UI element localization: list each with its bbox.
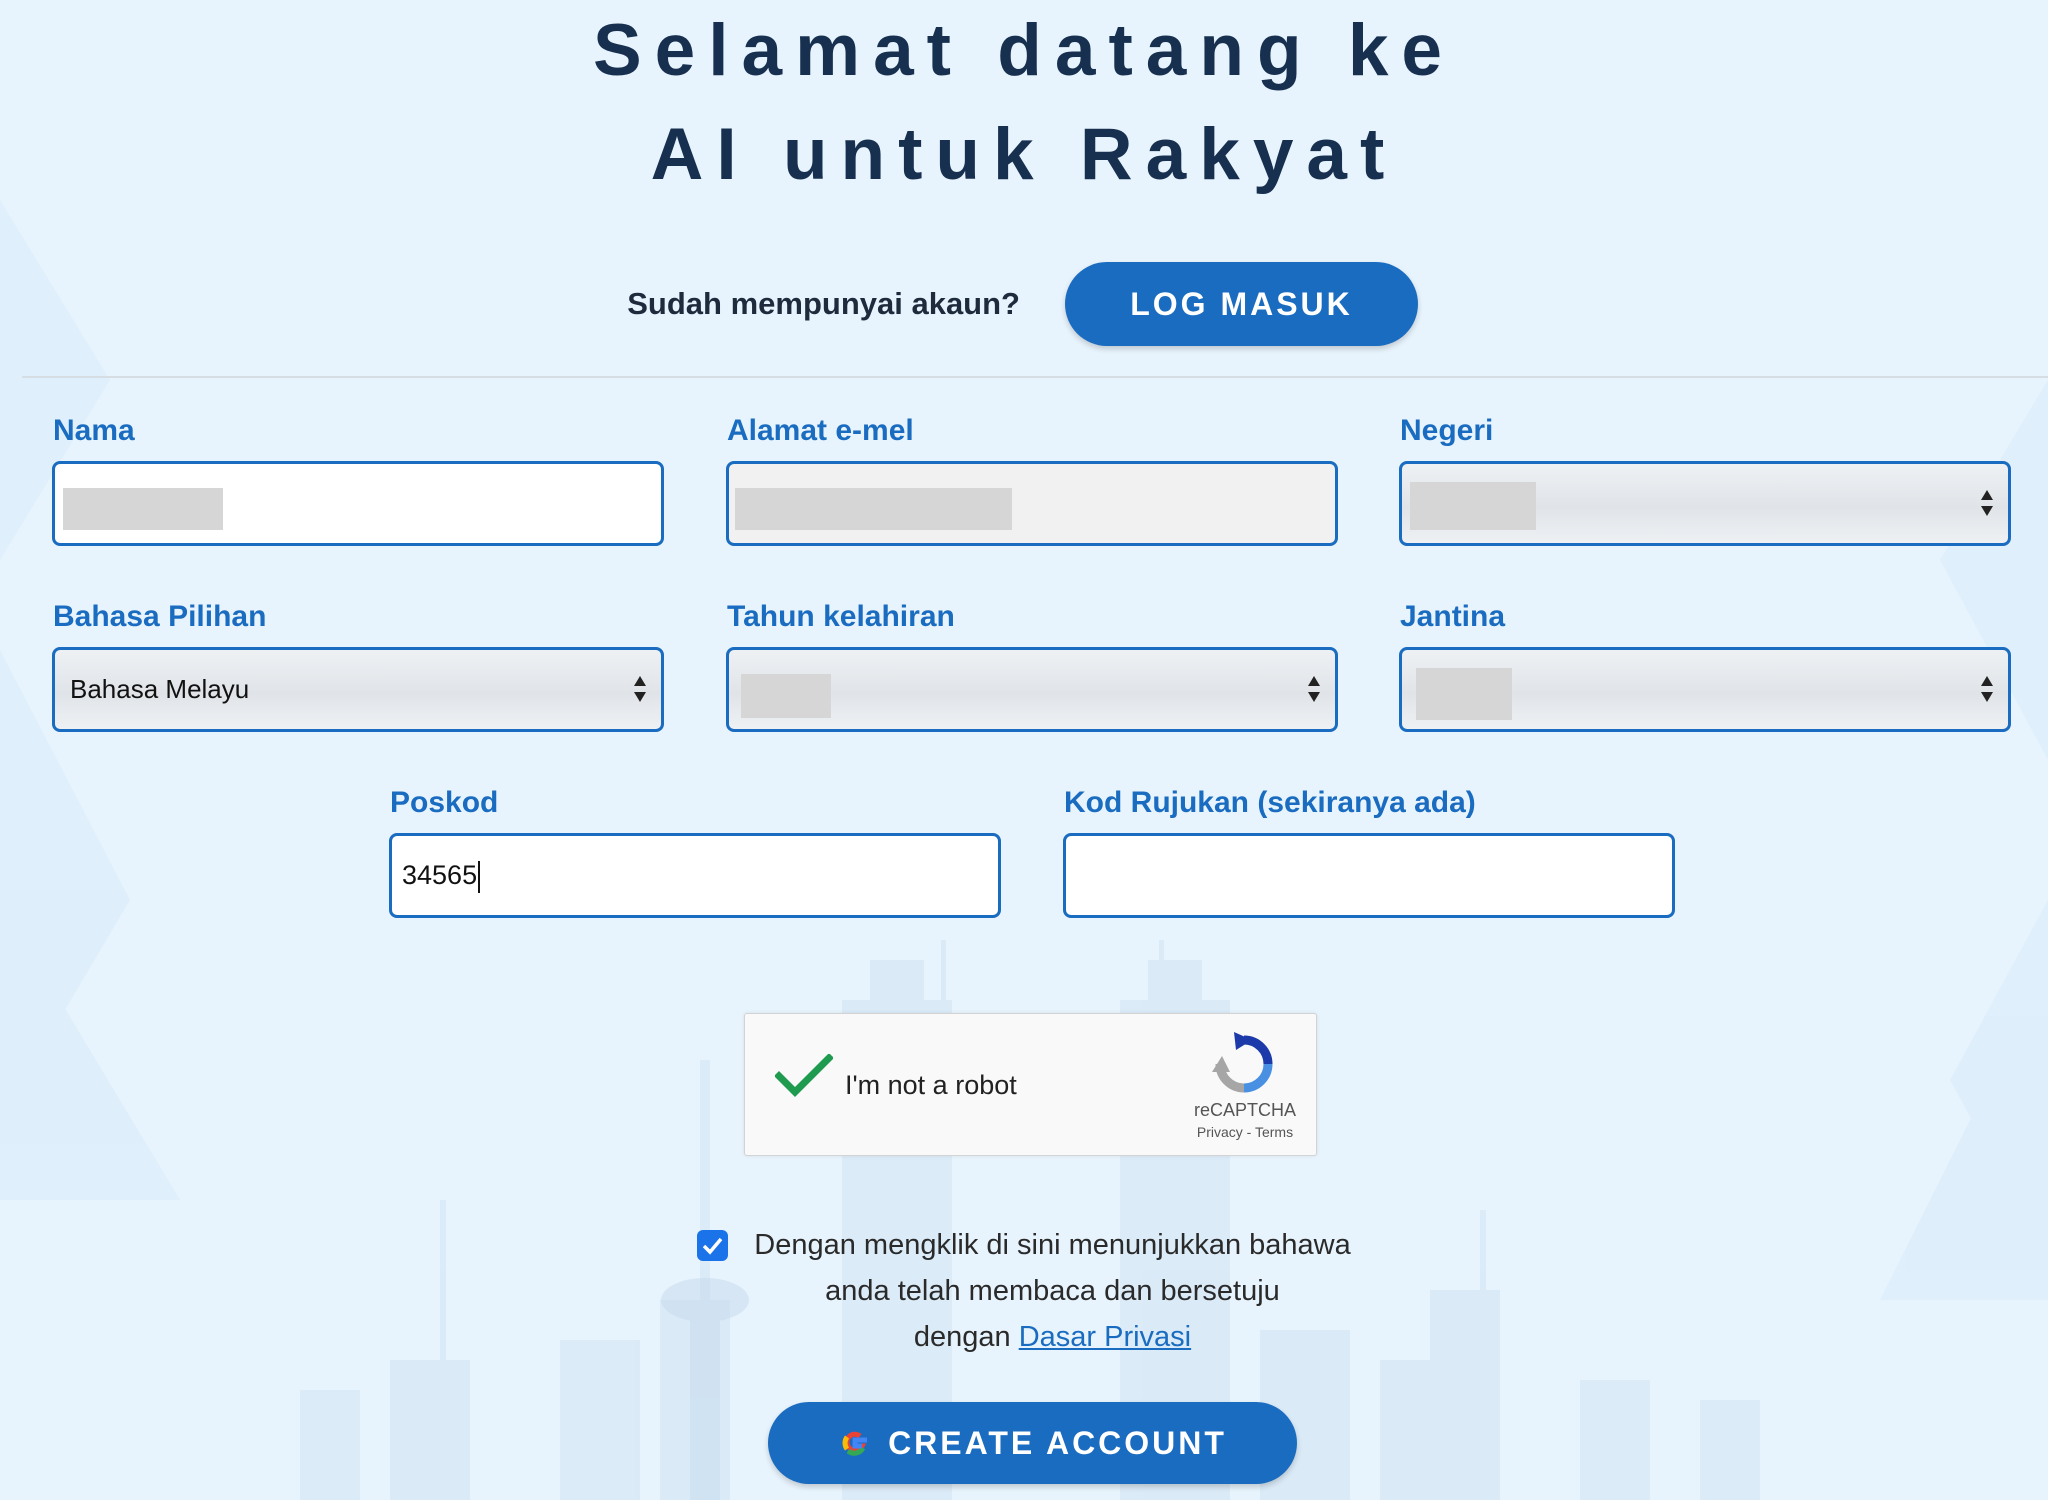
check-icon (697, 1230, 728, 1261)
terms-checkbox[interactable] (697, 1230, 728, 1261)
terms-line1: Dengan mengklik di sini menunjukkan bahawa (754, 1229, 1351, 1261)
nama-label: Nama (53, 414, 135, 447)
divider (22, 376, 2048, 378)
page-title-line2: AI untuk Rakyat (650, 114, 1398, 195)
redacted-value (1410, 482, 1536, 530)
google-icon (838, 1426, 872, 1460)
login-question: Sudah mempunyai akaun? (627, 286, 1020, 321)
terms-text (730, 1222, 1375, 1360)
redacted-value (1416, 668, 1512, 720)
redacted-value (741, 674, 831, 718)
recaptcha-brand: reCAPTCHA (1193, 1100, 1296, 1120)
login-button[interactable]: LOG MASUK (1065, 262, 1418, 346)
create-account-button[interactable] (768, 1402, 1297, 1484)
bahasa-selected-value: Bahasa Melayu (70, 674, 250, 704)
terms-line2: anda telah membaca dan bersetuju (825, 1275, 1280, 1307)
bahasa-select[interactable] (52, 647, 664, 732)
recaptcha-widget (744, 1013, 1317, 1156)
email-label: Alamat e-mel (727, 414, 914, 447)
terms-line3-prefix: dengan (913, 1321, 1019, 1353)
recaptcha-links[interactable]: Privacy - Terms (1196, 1124, 1294, 1140)
negeri-label: Negeri (1400, 414, 1494, 447)
nama-input[interactable] (52, 461, 664, 546)
checkmark-icon[interactable] (775, 1054, 833, 1098)
poskod-label: Poskod (390, 786, 499, 819)
poskod-value: 34565 (402, 860, 478, 890)
privacy-policy-link[interactable]: Dasar Privasi (1018, 1321, 1192, 1353)
bahasa-label: Bahasa Pilihan (53, 600, 267, 633)
poskod-value-wrap (402, 836, 480, 915)
select-arrows-icon (1307, 674, 1321, 704)
text-caret (478, 861, 480, 893)
jantina-select[interactable] (1399, 647, 2011, 732)
email-input[interactable] (726, 461, 1338, 546)
negeri-select[interactable] (1399, 461, 2011, 546)
poskod-input[interactable] (389, 833, 1001, 918)
terms-line3 (730, 1314, 1375, 1360)
tahun-label: Tahun kelahiran (727, 600, 955, 633)
recaptcha-label: I'm not a robot (845, 1070, 1017, 1100)
create-account-label: CREATE ACCOUNT (888, 1424, 1227, 1461)
redacted-value (735, 488, 1012, 530)
recaptcha-logo-icon (1212, 1032, 1276, 1096)
select-arrows-icon (633, 674, 647, 704)
kod-rujukan-label: Kod Rujukan (sekiranya ada) (1064, 786, 1476, 819)
jantina-label: Jantina (1400, 600, 1506, 633)
kod-rujukan-input[interactable] (1063, 833, 1675, 918)
redacted-value (63, 488, 223, 530)
select-arrows-icon (1980, 674, 1994, 704)
tahun-select[interactable] (726, 647, 1338, 732)
select-arrows-icon (1980, 488, 1994, 518)
page-title-line1: Selamat datang ke (592, 10, 1456, 91)
